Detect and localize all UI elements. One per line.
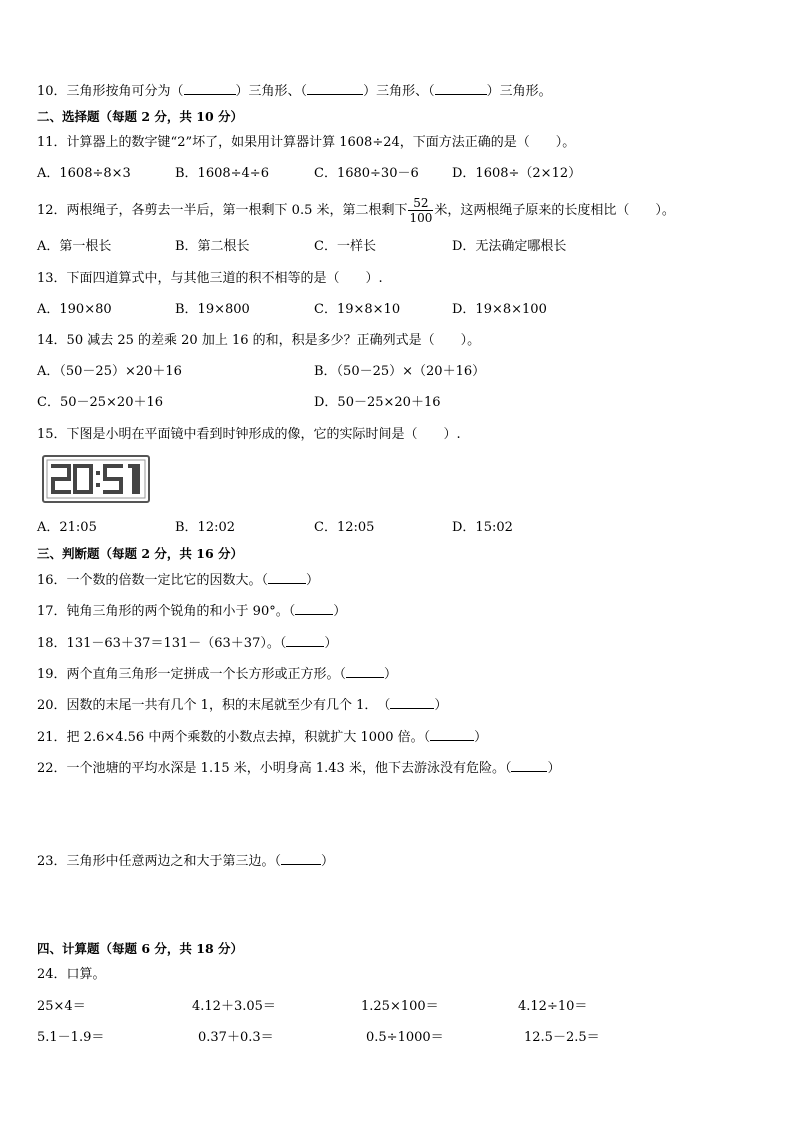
option-d[interactable]: D．15:02 xyxy=(452,520,513,535)
question-15: 15．下图是小明在平面镜中看到时钟形成的像，它的实际时间是（ ）. xyxy=(37,427,461,442)
oral-calc-item: 12.5－2.5＝ xyxy=(524,1030,600,1045)
option-d[interactable]: D．无法确定哪根长 xyxy=(452,239,567,254)
question-18: 18．131－63＋37＝131－（63＋37）。（ ） xyxy=(37,636,338,651)
answer-blank[interactable] xyxy=(511,759,547,772)
answer-blank[interactable] xyxy=(286,634,324,647)
section-choice-title: 二、选择题（每题 2 分，共 10 分） xyxy=(37,109,244,124)
question-11: 11．计算器上的数字键“2”坏了，如果用计算器计算 1608÷24，下面方法正确的是（ ）。 xyxy=(37,135,576,150)
section-calc-title: 四、计算题（每题 6 分，共 18 分） xyxy=(37,941,244,956)
oral-calc-item: 4.12＋3.05＝ xyxy=(192,999,276,1014)
option-c[interactable]: C．50－25×20＋16 xyxy=(37,395,164,410)
section-judge-title: 三、判断题（每题 2 分，共 16 分） xyxy=(37,546,244,561)
mirror-clock-image xyxy=(42,455,150,503)
option-b[interactable]: B．第二根长 xyxy=(175,239,250,254)
option-a[interactable]: A．第一根长 xyxy=(37,239,112,254)
option-c[interactable]: C．12:05 xyxy=(314,520,375,535)
question-17: 17．钝角三角形的两个锐角的和小于 90°。（ ） xyxy=(37,604,347,619)
oral-calc-item: 4.12÷10＝ xyxy=(518,999,588,1014)
option-b[interactable]: B．（50－25）×（20＋16） xyxy=(314,364,486,379)
question-12: 12．两根绳子，各剪去一半后，第一根剩下 0.5 米，第二根剩下 $\frac{52}{100}$ 米，这两根绳子原来的长度相比（ ）。 xyxy=(37,196,675,225)
option-c[interactable]: C．一样长 xyxy=(314,239,376,254)
oral-calc-item: 5.1－1.9＝ xyxy=(37,1030,105,1045)
option-d[interactable]: D．19×8×100 xyxy=(452,302,547,317)
fraction: $\frac{52}{100}$ xyxy=(409,196,433,225)
answer-blank[interactable] xyxy=(281,852,321,865)
answer-blank[interactable] xyxy=(390,696,434,709)
oral-calc-item: 0.37＋0.3＝ xyxy=(198,1030,274,1045)
colon-dot xyxy=(96,471,100,475)
answer-blank[interactable] xyxy=(307,82,363,95)
answer-blank[interactable] xyxy=(268,571,306,584)
option-a[interactable]: A．1608÷8×3 xyxy=(37,166,131,181)
question-10: 10．三角形按角可分为（ ）三角形、（ ）三角形、（ ）三角形。 xyxy=(37,84,552,99)
question-20: 20．因数的末尾一共有几个 1，积的末尾就至少有几个 1． （ ） xyxy=(37,698,448,713)
option-c[interactable]: C．1680÷30－6 xyxy=(314,166,419,181)
option-b[interactable]: B．12:02 xyxy=(175,520,236,535)
option-a[interactable]: A．190×80 xyxy=(37,302,112,317)
question-13: 13．下面四道算式中，与其他三道的积不相等的是（ ）. xyxy=(37,271,383,286)
question-22: 22．一个池塘的平均水深是 1.15 米，小明身高 1.43 米，他下去游泳没有危险。（ ） xyxy=(37,761,561,776)
option-d[interactable]: D．50－25×20＋16 xyxy=(314,395,441,410)
answer-blank[interactable] xyxy=(435,82,487,95)
question-14: 14．50 减去 25 的差乘 20 加上 16 的和，积是多少？正确列式是（ ）。 xyxy=(37,333,481,348)
answer-blank[interactable] xyxy=(295,602,333,615)
option-b[interactable]: B．1608÷4÷6 xyxy=(175,166,269,181)
question-19: 19．两个直角三角形一定拼成一个长方形或正方形。（ ） xyxy=(37,667,398,682)
question-21: 21．把 2.6×4.56 中两个乘数的小数点去掉，积就扩大 1000 倍。（ ） xyxy=(37,730,488,745)
option-c[interactable]: C．19×8×10 xyxy=(314,302,401,317)
oral-calc-item: 1.25×100＝ xyxy=(361,999,439,1014)
answer-blank[interactable] xyxy=(346,665,384,678)
question-16: 16．一个数的倍数一定比它的因数大。（ ） xyxy=(37,573,320,588)
question-24-title: 24．口算。 xyxy=(37,967,106,982)
question-23: 23．三角形中任意两边之和大于第三边。（ ） xyxy=(37,854,335,869)
option-a[interactable]: A．21:05 xyxy=(37,520,97,535)
colon-dot xyxy=(96,483,100,487)
answer-blank[interactable] xyxy=(184,82,236,95)
oral-calc-item: 25×4＝ xyxy=(37,999,86,1014)
answer-blank[interactable] xyxy=(430,728,474,741)
oral-calc-item: 0.5÷1000＝ xyxy=(366,1030,444,1045)
option-a[interactable]: A．（50－25）×20＋16 xyxy=(37,364,182,379)
option-b[interactable]: B．19×800 xyxy=(175,302,250,317)
option-d[interactable]: D．1608÷（2×12） xyxy=(452,166,582,181)
